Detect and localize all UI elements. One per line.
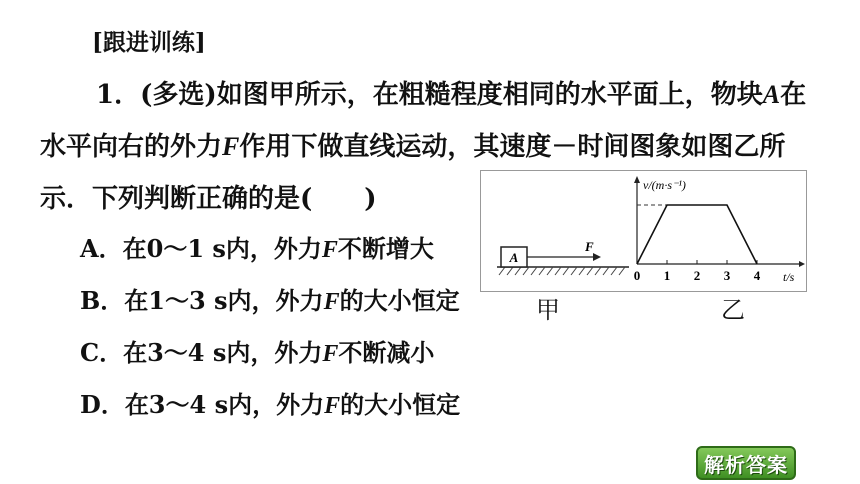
question-text: 在 [780,80,807,110]
option-variable: F [321,237,338,263]
y-axis-arrow [634,176,640,183]
caption-yi: 乙 [721,296,745,324]
option-letter: A． [80,234,123,263]
force-arrowhead [593,253,601,261]
question-text: 如图甲所示，在粗糙程度相同的水平面上，物块 [216,80,763,110]
x-tick-label: 3 [723,268,731,283]
option-a[interactable] [80,232,434,267]
question-text: 水平向右的外力 [40,132,223,162]
option-letter: C． [80,338,124,367]
option-text: 不断减小 [338,338,435,367]
question-number: 1． [96,80,141,110]
option-c[interactable] [80,336,434,371]
option-variable: F [323,289,340,315]
x-axis-arrow [799,261,805,267]
x-axis-label: t/s [783,270,795,284]
x-tick-label: 4 [753,268,761,283]
block-label: A [509,250,519,265]
option-text: 在3～4 s内，外力 [124,390,325,419]
option-text: 在3～4 s内，外力 [123,338,323,367]
force-variable: F [222,132,240,161]
x-tick-label: 1 [663,268,671,283]
option-text: 的大小恒定 [340,390,461,419]
force-label: F [585,239,594,254]
x-tick-label: 2 [693,268,701,283]
option-variable: F [322,341,339,367]
option-d[interactable] [80,388,460,423]
solution-button[interactable]: 解析答案 [696,446,796,480]
block-variable: A [762,80,781,109]
option-text: 的大小恒定 [339,286,460,315]
ground-hatching [499,267,625,275]
question-line-3: 示．下列判断正确的是( ) [40,184,377,214]
question-line-2 [40,130,785,164]
section-title: [跟进训练] [92,29,206,56]
caption-jia: 甲 [536,296,560,324]
option-letter: D． [80,390,125,419]
option-text: 在1～3 s内，外力 [124,286,324,315]
figure-svg [481,171,806,291]
question-text: 作用下做直线运动，其速度－时间图象如图乙所 [239,132,786,162]
figure-panel [480,170,807,292]
x-tick-label: 0 [633,268,641,283]
y-axis-label: v/(m·s⁻¹) [643,178,686,192]
option-text: 不断增大 [337,234,434,263]
question-line-1 [96,78,806,112]
option-b[interactable] [80,284,460,319]
option-text: 在0～1 s内，外力 [122,234,322,263]
option-variable: F [324,393,341,419]
option-letter: B． [80,286,125,315]
question-tag: (多选) [140,80,217,110]
velocity-line [637,205,757,264]
